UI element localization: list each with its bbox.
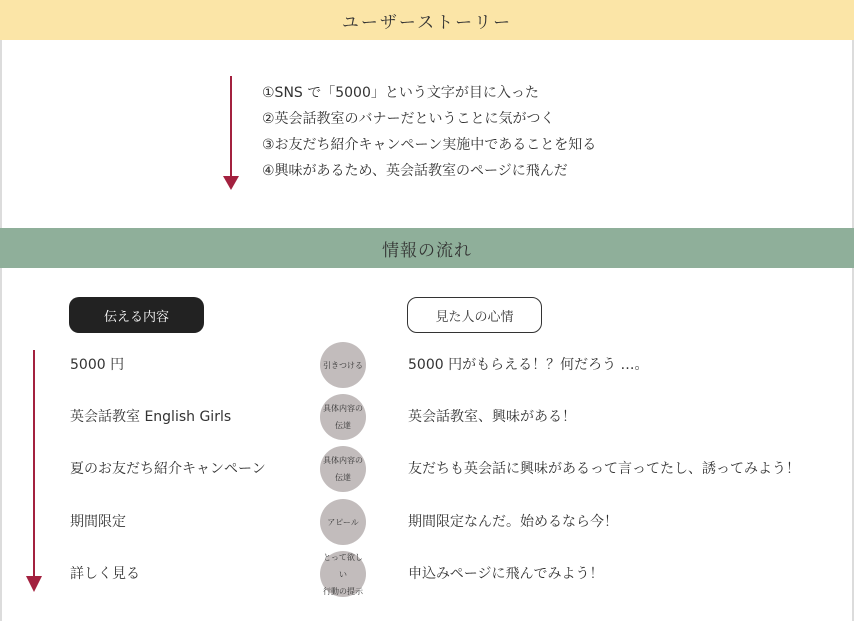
flow-badge — [320, 499, 366, 545]
info-flow-header — [0, 228, 854, 268]
flow-badge-label: アピール — [327, 517, 359, 527]
flow-badge — [320, 342, 366, 388]
user-story-step: ①SNS で「5000」という文字が目に入った — [262, 85, 539, 101]
reaction-column-label: 見た人の心情 — [407, 297, 542, 333]
flow-content: 英会話教室 English Girls — [70, 409, 232, 425]
info-flow-title: 情報の流れ — [382, 240, 472, 261]
story-arrow-icon — [222, 76, 240, 192]
flow-content[interactable]: 詳しく見る — [70, 566, 140, 582]
flow-badge-label: 具体内容の 伝達 — [323, 404, 363, 430]
user-story-step: ③お友だち紹介キャンペーン実施中であることを知る — [262, 137, 597, 153]
flow-row — [0, 499, 854, 543]
flow-reaction: 5000 円がもらえる！？何だろう …。 — [408, 357, 649, 373]
flow-badge-label: 引きつける — [323, 360, 363, 370]
user-story-header — [0, 0, 854, 40]
user-story-step: ②英会話教室のバナーだということに気がつく — [262, 111, 555, 127]
user-story-step: ④興味があるため、英会話教室のページに飛んだ — [262, 163, 568, 179]
flow-row — [0, 394, 854, 438]
user-story-title: ユーザーストーリー — [341, 12, 513, 33]
flow-reaction: 友だちも英会話に興味があるって言ってたし、誘ってみよう！ — [408, 461, 800, 477]
flow-reaction: 英会話教室、興味がある！ — [408, 409, 576, 425]
content-column-label: 伝える内容 — [69, 297, 204, 333]
flow-row — [0, 446, 854, 490]
flow-badge — [320, 551, 366, 597]
flow-content: 5000 円 — [70, 357, 125, 373]
flow-badge-label: 具体内容の 伝達 — [323, 456, 363, 482]
flow-content: 夏のお友だち紹介キャンペーン — [70, 461, 266, 477]
flow-row — [0, 342, 854, 386]
flow-reaction: 申込みページに飛んでみよう！ — [408, 566, 604, 582]
user-story-list — [262, 80, 596, 184]
flow-badge-label: とって欲しい 行動の提示 — [323, 552, 363, 596]
flow-badge — [320, 394, 366, 440]
flow-row — [0, 551, 854, 595]
flow-reaction: 期間限定なんだ。始めるなら今！ — [408, 514, 618, 530]
flow-badge — [320, 446, 366, 492]
flow-content: 期間限定 — [70, 514, 126, 530]
